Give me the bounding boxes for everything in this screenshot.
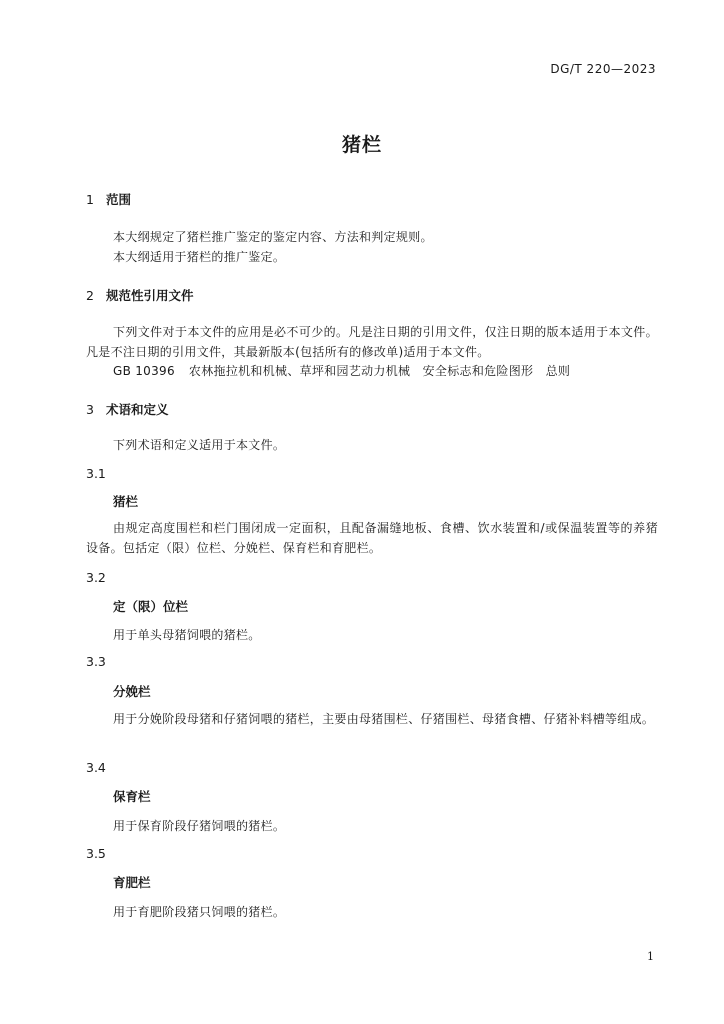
paragraph: 下列术语和定义适用于本文件。: [113, 438, 286, 452]
section-number: 1: [86, 192, 94, 207]
term-name: 定（限）位栏: [113, 599, 189, 614]
section-heading-scope: [86, 190, 131, 208]
reference-entry: [113, 362, 570, 379]
reference-code: GB 10396: [113, 364, 175, 378]
section-heading-normative-references: [86, 286, 194, 304]
paragraph: 本大纲适用于猪栏的推广鉴定。: [113, 250, 286, 264]
term-number: 3.2: [86, 570, 106, 585]
reference-title: 农林拖拉机和机械、草坪和园艺动力机械 安全标志和危险图形 总则: [188, 364, 571, 378]
paragraph: 下列文件对于本文件的应用是必不可少的。凡是注日期的引用文件，仅注日期的版本适用于本文件。凡是不注日期的引用文件，其最新版本(包括所有的修改单)适用于本文件。: [86, 325, 658, 359]
section-number: 2: [86, 288, 94, 303]
term-name: 保育栏: [113, 789, 151, 804]
document-title: 猪栏: [341, 134, 382, 156]
term-definition: 由规定高度围栏和栏门围闭成一定面积，且配备漏缝地板、食槽、饮水装置和/或保温装置等的养猪设备。包括定（限）位栏、分娩栏、保育栏和育肥栏。: [86, 521, 658, 555]
term-number: 3.5: [86, 846, 106, 861]
term-number: 3.3: [86, 654, 106, 669]
section-number: 3: [86, 402, 94, 417]
section-title: 范围: [106, 192, 132, 207]
section-title: 规范性引用文件: [106, 288, 194, 303]
term-name: 育肥栏: [113, 875, 151, 890]
term-number: 3.1: [86, 466, 106, 481]
paragraph: 本大纲规定了猪栏推广鉴定的鉴定内容、方法和判定规则。: [113, 230, 433, 244]
page-number: 1: [647, 950, 654, 963]
term-name: 猪栏: [113, 494, 139, 509]
term-definition: 用于单头母猪饲喂的猪栏。: [113, 628, 261, 642]
term-definition: 用于保育阶段仔猪饲喂的猪栏。: [113, 819, 286, 833]
section-heading-terms: [86, 400, 169, 418]
term-definition: 用于育肥阶段猪只饲喂的猪栏。: [113, 905, 286, 919]
term-definition: 用于分娩阶段母猪和仔猪饲喂的猪栏，主要由母猪围栏、仔猪围栏、母猪食槽、仔猪补料槽等组成。: [113, 712, 655, 726]
standard-code: DG/T 220—2023: [550, 62, 656, 76]
section-title: 术语和定义: [106, 402, 169, 417]
term-number: 3.4: [86, 760, 106, 775]
term-name: 分娩栏: [113, 684, 151, 699]
